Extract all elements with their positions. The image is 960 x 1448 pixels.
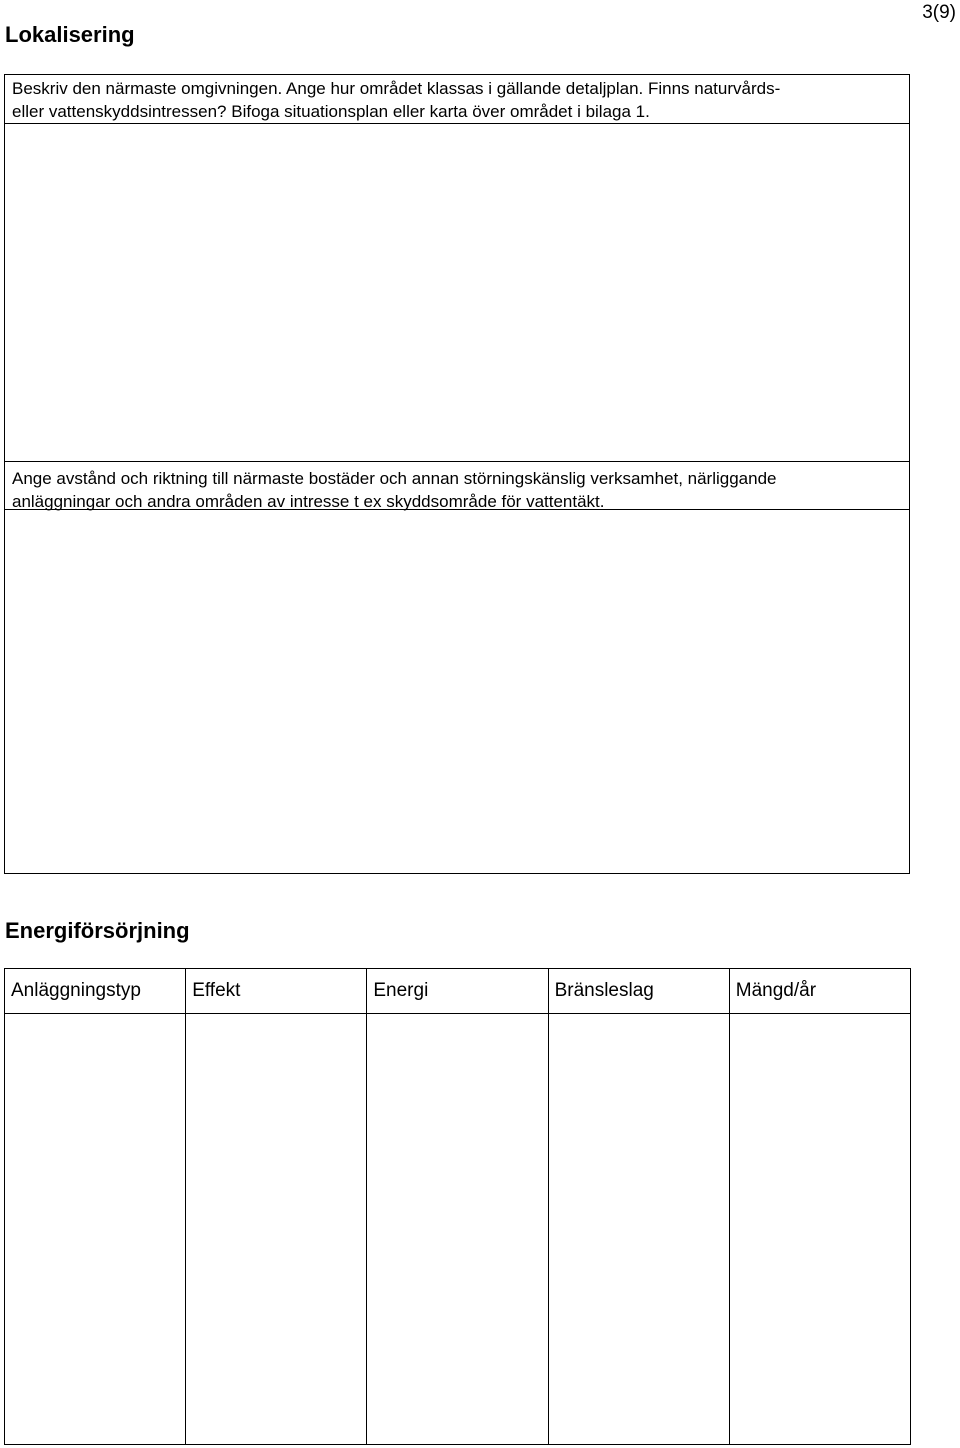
distance-prompt — [5, 461, 909, 509]
section-heading-lokalisering: Lokalisering — [5, 22, 135, 47]
energy-table — [4, 968, 911, 1445]
distance-prompt-line-2: anläggningar och andra områden av intresse t ex skyddsområde för vattentäkt. — [12, 492, 605, 511]
surroundings-answer-field[interactable] — [5, 123, 909, 461]
cell-anlaggningstyp[interactable] — [5, 1014, 186, 1445]
column-header-anlaggningstyp: Anläggningstyp — [5, 969, 186, 1014]
localization-form-box — [4, 74, 910, 874]
cell-bransleslag[interactable] — [548, 1014, 729, 1445]
energy-table-header-row — [5, 969, 911, 1014]
column-header-energi: Energi — [367, 969, 548, 1014]
cell-mangd-ar[interactable] — [729, 1014, 910, 1445]
column-header-effekt: Effekt — [186, 969, 367, 1014]
energy-table-row — [5, 1014, 911, 1445]
column-header-mangd-ar: Mängd/år — [729, 969, 910, 1014]
surroundings-prompt-line-2: eller vattenskyddsintressen? Bifoga situationsplan eller karta över området i bilaga 1. — [12, 102, 650, 121]
surroundings-prompt — [5, 75, 909, 123]
cell-effekt[interactable] — [186, 1014, 367, 1445]
section-heading-energiforsorjning: Energiförsörjning — [5, 918, 190, 943]
cell-energi[interactable] — [367, 1014, 548, 1445]
page-number: 3(9) — [922, 2, 956, 23]
column-header-bransleslag: Bränsleslag — [548, 969, 729, 1014]
distance-prompt-line-1: Ange avstånd och riktning till närmaste bostäder och annan störningskänslig verksamhet, närliggande — [12, 469, 777, 488]
surroundings-prompt-line-1: Beskriv den närmaste omgivningen. Ange hur området klassas i gällande detaljplan. Finns naturvårds- — [12, 79, 781, 98]
distance-answer-field[interactable] — [5, 509, 909, 873]
